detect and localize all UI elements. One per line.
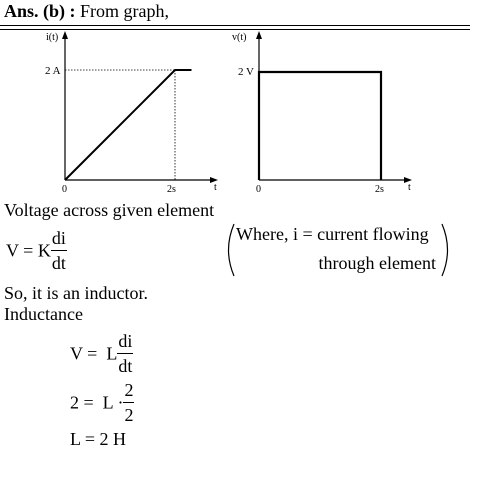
voltage-series-line	[259, 72, 381, 180]
voltage-graph	[232, 28, 422, 198]
current-y-axis-label: i(t)	[46, 32, 59, 43]
eq1-lhs: V = K	[6, 240, 51, 261]
eq1-fraction	[51, 228, 67, 273]
answer-heading	[4, 0, 169, 22]
inductance-label: Inductance	[4, 304, 83, 324]
current-origin-label: 0	[62, 184, 67, 195]
equation-2-l-2-2	[70, 380, 134, 425]
heading-rule-top	[0, 25, 470, 26]
answer-label: Ans. (b) :	[4, 1, 76, 21]
voltage-origin-label: 0	[256, 184, 261, 195]
eq2-denominator: dt	[118, 356, 133, 376]
where-note	[222, 222, 454, 278]
equation-v-k-di-dt	[6, 228, 67, 273]
voltage-x-tick-label: 2s	[375, 184, 384, 195]
where-line-2: through element	[318, 253, 436, 273]
voltage-y-tick-label: 2 V	[238, 66, 254, 78]
voltage-statement: Voltage across given element	[4, 200, 215, 220]
eq2-fraction	[117, 331, 133, 376]
eq1-numerator: di	[51, 228, 67, 251]
eq3-lhs: 2 = L ·	[70, 392, 124, 413]
current-series-line	[65, 70, 192, 180]
eq3-denominator: 2	[124, 405, 134, 425]
current-x-axis-label: t	[214, 182, 217, 193]
left-paren	[229, 224, 235, 276]
inductor-conclusion: So, it is an inductor.	[4, 283, 148, 303]
where-line-1: Where, i = current flowing	[236, 224, 429, 244]
current-y-arrow	[62, 31, 68, 39]
voltage-x-axis-label: t	[408, 182, 411, 193]
current-graph	[40, 28, 230, 198]
eq1-denominator: dt	[51, 253, 66, 273]
eq2-lhs: V = L	[70, 343, 118, 364]
right-paren	[442, 224, 448, 276]
current-x-tick-label: 2s	[167, 184, 176, 195]
equation-v-l-di-dt	[70, 331, 133, 376]
equation-l-result: L = 2 H	[70, 429, 126, 449]
answer-intro: From graph,	[80, 1, 170, 21]
eq3-fraction	[123, 380, 134, 425]
voltage-y-axis-label: v(t)	[232, 32, 247, 43]
voltage-y-arrow	[256, 31, 262, 39]
eq2-numerator: di	[117, 331, 133, 354]
current-y-tick-label: 2 A	[45, 65, 61, 77]
eq3-numerator: 2	[123, 380, 134, 403]
